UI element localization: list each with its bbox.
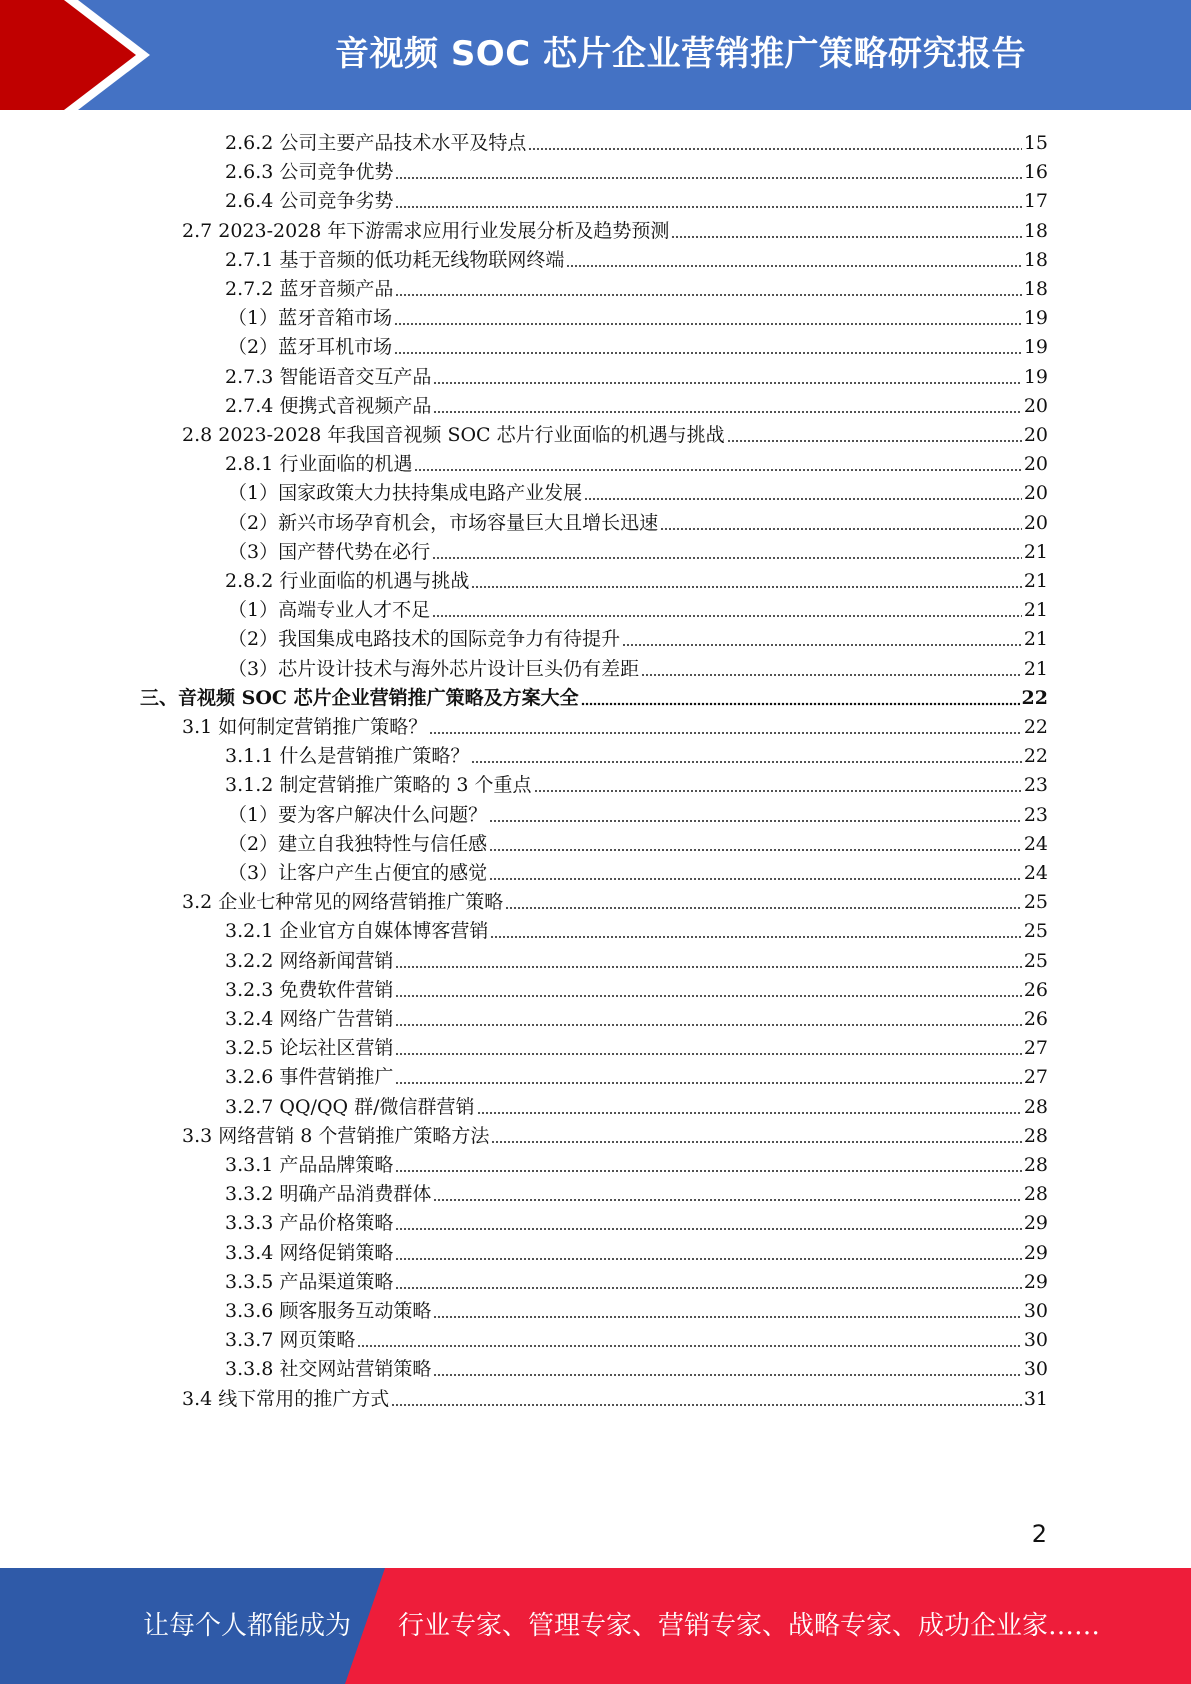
toc-entry-title: 3.3.8 社交网站营销策略 <box>225 1358 432 1380</box>
toc-dot-leader <box>395 201 1021 209</box>
toc-dot-leader <box>394 318 1022 326</box>
toc-entry-page: 24 <box>1023 833 1048 855</box>
toc-dot-leader <box>491 1136 1021 1144</box>
toc-dot-leader <box>471 756 1021 764</box>
toc-dot-leader <box>414 464 1021 472</box>
toc-entry[interactable] <box>225 449 1048 480</box>
toc-dot-leader <box>490 931 1021 939</box>
toc-dot-leader <box>566 260 1021 268</box>
toc-dot-leader <box>395 1223 1021 1231</box>
toc-dot-leader <box>395 172 1021 180</box>
toc-entry-page: 29 <box>1023 1212 1048 1234</box>
toc-entry[interactable] <box>225 916 1048 947</box>
toc-entry-title: 3.2.1 企业官方自媒体博客营销 <box>225 920 489 942</box>
toc-entry-page: 18 <box>1023 220 1048 242</box>
toc-entry-page: 20 <box>1023 482 1048 504</box>
toc-dot-leader <box>489 873 1022 881</box>
toc-entry[interactable] <box>182 1121 1048 1152</box>
toc-entry[interactable] <box>228 508 1048 539</box>
toc-entry-title: 2.7.4 便携式音视频产品 <box>225 395 432 417</box>
toc-entry[interactable] <box>225 1150 1048 1181</box>
toc-entry-page: 28 <box>1023 1125 1048 1147</box>
toc-entry-title: 3.3.4 网络促销策略 <box>225 1242 394 1264</box>
toc-entry-title: 3.2.7 QQ/QQ 群/微信群营销 <box>225 1096 475 1118</box>
toc-entry[interactable] <box>228 829 1048 860</box>
toc-entry-title: 3.4 线下常用的推广方式 <box>182 1388 390 1410</box>
report-title: 音视频 SOC 芯片企业营销推广策略研究报告 <box>334 34 1026 74</box>
toc-entry[interactable] <box>182 216 1048 247</box>
toc-entry-title: 3.1 如何制定营销推广策略？ <box>182 716 428 738</box>
toc-dot-leader <box>395 1019 1021 1027</box>
toc-entry-page: 19 <box>1023 307 1048 329</box>
footer-slogan-left: 让每个人都能成为 <box>143 1611 352 1641</box>
toc-entry-title: 2.6.2 公司主要产品技术水平及特点 <box>225 132 527 154</box>
toc-entry-page: 26 <box>1023 979 1048 1001</box>
toc-entry[interactable] <box>225 1267 1048 1298</box>
toc-entry-title: 3.3 网络营销 8 个营销推广策略方法 <box>182 1125 490 1147</box>
toc-entry-title: （1）高端专业人才不足 <box>228 599 431 621</box>
toc-entry-page: 22 <box>1023 716 1048 738</box>
toc-entry-title: 3.1.1 什么是营销推广策略？ <box>225 745 470 767</box>
toc-entry-page: 27 <box>1023 1066 1048 1088</box>
toc-entry-page: 30 <box>1023 1329 1048 1351</box>
toc-entry[interactable] <box>225 157 1048 188</box>
toc-dot-leader <box>395 1077 1021 1085</box>
toc-dot-leader <box>660 523 1022 531</box>
toc-entry-page: 18 <box>1023 249 1048 271</box>
toc-entry-title: 3.1.2 制定营销推广策略的 3 个重点 <box>225 774 532 796</box>
toc-entry-page: 25 <box>1023 950 1048 972</box>
toc-entry-title: 3.2.4 网络广告营销 <box>225 1008 394 1030</box>
page-header <box>0 0 1191 110</box>
toc-dot-leader <box>477 1107 1022 1115</box>
toc-entry-title: 3.3.1 产品品牌策略 <box>225 1154 394 1176</box>
toc-entry-page: 17 <box>1023 190 1048 212</box>
toc-entry-page: 19 <box>1023 336 1048 358</box>
toc-dot-leader <box>395 990 1021 998</box>
toc-entry-title: （1）蓝牙音箱市场 <box>228 307 393 329</box>
toc-dot-leader <box>394 347 1022 355</box>
toc-entry-page: 29 <box>1023 1242 1048 1264</box>
toc-entry-title: 2.8.2 行业面临的机遇与挑战 <box>225 570 470 592</box>
toc-dot-leader <box>489 844 1022 852</box>
toc-entry-title: 三、音视频 SOC 芯片企业营销推广策略及方案大全 <box>140 687 579 709</box>
toc-entry[interactable] <box>228 858 1048 889</box>
toc-entry-page: 30 <box>1023 1300 1048 1322</box>
toc-entry-title: 3.2.6 事件营销推广 <box>225 1066 394 1088</box>
toc-entry-page: 30 <box>1023 1358 1048 1380</box>
toc-dot-leader <box>581 698 1020 706</box>
header-red-arrow-icon <box>0 0 140 110</box>
toc-entry-title: （3）芯片设计技术与海外芯片设计巨头仍有差距 <box>228 658 640 680</box>
toc-dot-leader <box>433 406 1021 414</box>
toc-entry-page: 21 <box>1023 628 1048 650</box>
toc-entry-title: 3.2.5 论坛社区营销 <box>225 1037 394 1059</box>
toc-entry-title: 3.2.2 网络新闻营销 <box>225 950 394 972</box>
toc-dot-leader <box>727 435 1022 443</box>
toc-dot-leader <box>471 581 1021 589</box>
toc-entry[interactable] <box>225 1062 1048 1093</box>
toc-dot-leader <box>395 1165 1021 1173</box>
toc-entry[interactable] <box>225 1092 1048 1123</box>
toc-entry-title: 2.7 2023-2028 年下游需求应用行业发展分析及趋势预测 <box>182 220 670 242</box>
toc-dot-leader <box>671 231 1021 239</box>
toc-entry[interactable] <box>225 186 1048 217</box>
toc-entry[interactable] <box>228 654 1048 685</box>
toc-entry-title: 3.2.3 免费软件营销 <box>225 979 394 1001</box>
toc-entry-page: 23 <box>1023 774 1048 796</box>
toc-entry-page: 16 <box>1023 161 1048 183</box>
toc-entry[interactable] <box>225 741 1048 772</box>
toc-entry-page: 22 <box>1023 745 1048 767</box>
toc-entry-title: （2）建立自我独特性与信任感 <box>228 833 488 855</box>
toc-entry[interactable] <box>225 1179 1048 1210</box>
toc-dot-leader <box>391 1399 1022 1407</box>
toc-entry[interactable] <box>225 362 1048 393</box>
toc-entry-title: 3.3.6 顾客服务互动策略 <box>225 1300 432 1322</box>
toc-entry-page: 20 <box>1023 424 1048 446</box>
toc-entry[interactable] <box>225 1208 1048 1239</box>
toc-entry-page: 28 <box>1023 1183 1048 1205</box>
toc-entry-title: 2.8.1 行业面临的机遇 <box>225 453 413 475</box>
toc-entry-title: （2）蓝牙耳机市场 <box>228 336 393 358</box>
toc-entry[interactable] <box>228 595 1048 626</box>
toc-entry[interactable] <box>225 1033 1048 1064</box>
toc-entry-title: （1）国家政策大力扶持集成电路产业发展 <box>228 482 583 504</box>
toc-entry-title: 2.7.1 基于音频的低功耗无线物联网终端 <box>225 249 565 271</box>
toc-dot-leader <box>505 902 1022 910</box>
toc-entry[interactable] <box>225 391 1048 422</box>
toc-entry[interactable] <box>228 537 1048 568</box>
toc-entry-title: （1）要为客户解决什么问题？ <box>228 804 488 826</box>
toc-entry[interactable] <box>182 420 1048 451</box>
toc-entry[interactable] <box>228 800 1048 831</box>
toc-entry[interactable] <box>225 274 1048 305</box>
toc-entry-page: 21 <box>1023 541 1048 563</box>
toc-entry[interactable] <box>225 245 1048 276</box>
toc-entry[interactable] <box>228 478 1048 509</box>
toc-entry-page: 26 <box>1023 1008 1048 1030</box>
toc-entry-page: 20 <box>1023 395 1048 417</box>
toc-entry-page: 19 <box>1023 366 1048 388</box>
toc-entry-page: 21 <box>1023 599 1048 621</box>
toc-dot-leader <box>433 1369 1021 1377</box>
toc-dot-leader <box>433 1311 1021 1319</box>
toc-entry-title: 3.3.3 产品价格策略 <box>225 1212 394 1234</box>
toc-entry-page: 25 <box>1023 920 1048 942</box>
toc-entry-title: 2.8 2023-2028 年我国音视频 SOC 芯片行业面临的机遇与挑战 <box>182 424 725 446</box>
toc-entry[interactable] <box>225 128 1048 159</box>
toc-entry-page: 21 <box>1023 570 1048 592</box>
toc-entry[interactable] <box>225 1354 1048 1385</box>
toc-entry[interactable] <box>182 1384 1048 1415</box>
toc-entry[interactable] <box>225 1296 1048 1327</box>
toc-entry-title: 2.6.3 公司竞争优势 <box>225 161 394 183</box>
toc-entry-title: 3.2 企业七种常见的网络营销推广策略 <box>182 891 504 913</box>
toc-entry-page: 18 <box>1023 278 1048 300</box>
toc-entry[interactable] <box>182 887 1048 918</box>
toc-entry-page: 28 <box>1023 1154 1048 1176</box>
toc-entry-title: 2.7.2 蓝牙音频产品 <box>225 278 394 300</box>
toc-entry[interactable] <box>182 712 1048 743</box>
toc-entry[interactable] <box>225 946 1048 977</box>
toc-entry-page: 21 <box>1023 658 1048 680</box>
toc-entry-page: 28 <box>1023 1096 1048 1118</box>
toc-entry[interactable] <box>228 332 1048 363</box>
toc-dot-leader <box>433 1194 1021 1202</box>
toc-dot-leader <box>395 289 1021 297</box>
toc-dot-leader <box>622 639 1022 647</box>
toc-dot-leader <box>584 493 1022 501</box>
toc-entry-title: 3.3.2 明确产品消费群体 <box>225 1183 432 1205</box>
toc-dot-leader <box>357 1340 1021 1348</box>
toc-entry-title: （2）我国集成电路技术的国际竞争力有待提升 <box>228 628 621 650</box>
toc-entry[interactable] <box>228 303 1048 334</box>
toc-dot-leader <box>432 610 1022 618</box>
toc-dot-leader <box>395 1282 1021 1290</box>
toc-entry[interactable] <box>228 624 1048 655</box>
toc-dot-leader <box>489 815 1022 823</box>
toc-entry-title: 2.7.3 智能语音交互产品 <box>225 366 432 388</box>
toc-entry-page: 15 <box>1023 132 1048 154</box>
toc-entry-title: （3）让客户产生占便宜的感觉 <box>228 862 488 884</box>
toc-entry[interactable] <box>225 566 1048 597</box>
toc-entry[interactable] <box>225 770 1048 801</box>
toc-dot-leader <box>429 727 1022 735</box>
toc-entry-page: 29 <box>1023 1271 1048 1293</box>
toc-entry-page: 23 <box>1023 804 1048 826</box>
toc-entry-title: 2.6.4 公司竞争劣势 <box>225 190 394 212</box>
toc-entry[interactable] <box>225 1325 1048 1356</box>
page-number: 2 <box>1031 1520 1047 1548</box>
toc-entry[interactable] <box>225 1004 1048 1035</box>
toc-dot-leader <box>395 1048 1021 1056</box>
toc-entry[interactable] <box>225 1238 1048 1269</box>
toc-dot-leader <box>395 961 1021 969</box>
toc-entry-page: 24 <box>1023 862 1048 884</box>
toc-dot-leader <box>395 1253 1021 1261</box>
toc-entry-page: 20 <box>1023 512 1048 534</box>
toc-dot-leader <box>432 552 1022 560</box>
toc-entry-title: 3.3.5 产品渠道策略 <box>225 1271 394 1293</box>
footer-slogan-right: 行业专家、管理专家、营销专家、战略专家、成功企业家…… <box>398 1611 1101 1641</box>
toc-dot-leader <box>433 377 1021 385</box>
toc-entry-title: 3.3.7 网页策略 <box>225 1329 356 1351</box>
toc-dot-leader <box>641 669 1022 677</box>
page-footer <box>0 1568 1191 1684</box>
toc-entry-page: 20 <box>1023 453 1048 475</box>
toc-entry[interactable] <box>140 683 1048 714</box>
toc-entry-page: 25 <box>1023 891 1048 913</box>
toc-entry-title: （3）国产替代势在必行 <box>228 541 431 563</box>
toc-dot-leader <box>528 143 1021 151</box>
toc-entry-title: （2）新兴市场孕育机会，市场容量巨大且增长迅速 <box>228 512 659 534</box>
toc-entry-page: 22 <box>1021 687 1048 709</box>
toc-entry-page: 27 <box>1023 1037 1048 1059</box>
toc-entry[interactable] <box>225 975 1048 1006</box>
toc-entry-page: 31 <box>1023 1388 1048 1410</box>
toc-dot-leader <box>534 785 1022 793</box>
